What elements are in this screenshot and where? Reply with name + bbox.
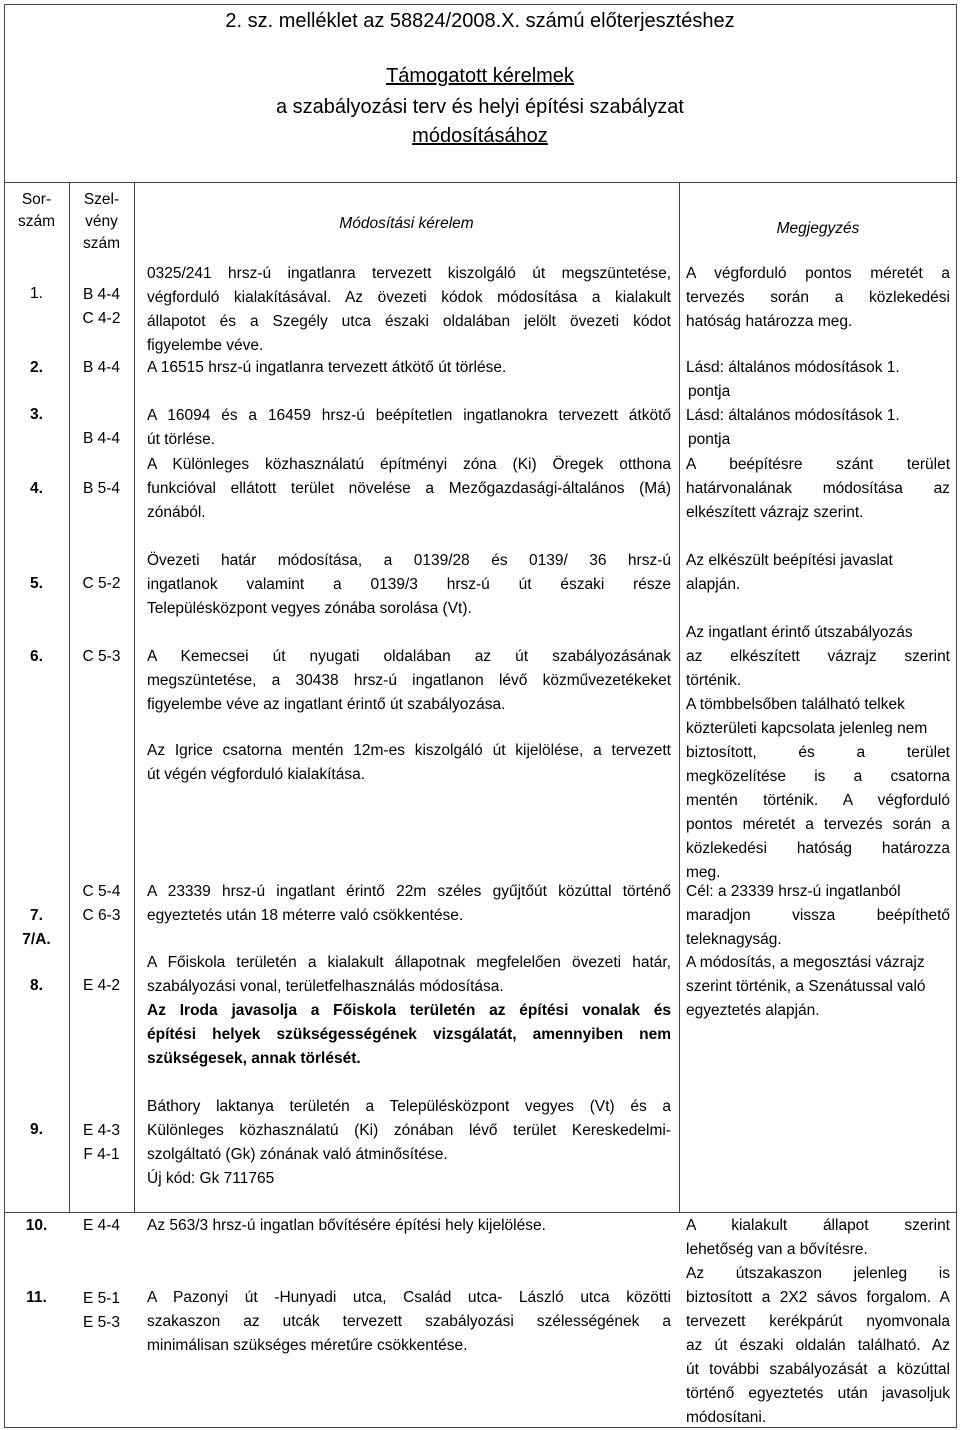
row-1-sheet: B 4-4 C 4-2 <box>82 286 121 327</box>
row-5-number: 5. <box>30 575 43 592</box>
row-10-request: Az 563/3 hrsz-ú ingatlan bővítésére építési hely kijelölése. <box>147 1217 546 1234</box>
row-5-note: Az elkészült beépítési javaslat alapján. <box>686 552 893 593</box>
row-2-request: A 16515 hrsz-ú ingatlanra tervezett átkötő út törlése. <box>147 359 507 376</box>
row-7-number: 7. 7/A. <box>22 907 51 948</box>
row-6-number: 6. <box>30 648 43 665</box>
row-4-request: A Különleges közhasználatú építményi zóna (Ki) Öregek otthona funkcióval ellátott terület növelése a Mezőgazdasági-általános (Má) zónából. <box>147 456 671 521</box>
row-5-sheet: C 5-2 <box>82 575 121 592</box>
row-4-note: A beépítésre szánt terület határvonalának módosítása az elkészített vázrajz szerint. <box>686 456 950 521</box>
row-8-note: A módosítás, a megosztási vázrajz szerint történik, a Szenátussal való egyeztetés alapján. <box>686 954 926 1019</box>
row-9-number: 9. <box>30 1121 43 1138</box>
row-5-request: Övezeti határ módosítása, a 0139/28 és 0139/ 36 hrsz-ú ingatlanok valamint a 0139/3 hrsz-ú út északi része Településközpont vegyes zónába sorolása (Vt). <box>147 552 671 617</box>
row-8-request: A Főiskola területén a kialakult állapotnak megfelelően övezeti határ, szabályozási vonal, területfelhasználás módosítása. <box>147 954 671 995</box>
row-1-note: A végforduló pontos méretét a tervezés során a közlekedési hatóság határozza meg. <box>686 265 950 330</box>
row-11-request: A Pazonyi út -Hunyadi utca, Család utca- László utca közötti szakaszon az utcák tervezett szabályozási szélességének a minimálisan szükséges méretűre csökkentése. <box>147 1289 671 1354</box>
row-6-note: Az ingatlant érintő útszabályozás az elkészített vázrajz szerint történik. A tömbbelsőben található telkek közterületi kapcsolata jelenleg nem biztosított, és a terület megközelítése is a csatorna mentén történik. A végforduló pontos méretét a tervezés során a közlekedési hatóság határozza meg. <box>686 624 950 881</box>
col-header-note: Megjegyzés <box>776 220 860 237</box>
row-6-request-b: Az Igrice csatorna mentén 12m-es kiszolgáló út kijelölése, a tervezett út végén végforduló kialakítása. <box>147 742 671 783</box>
row-10-number: 10. <box>25 1217 48 1234</box>
row-3-request: A 16094 és a 16459 hrsz-ú beépítetlen ingatlanokra tervezett átkötő út törlése. <box>147 407 671 448</box>
row-6-sheet: C 5-3 <box>82 648 121 665</box>
row-11-number: 11. <box>26 1289 47 1306</box>
row-7-request: A 23339 hrsz-ú ingatlant érintő 22m széles gyűjtőút közúttal történő egyeztetés után 18 méterre való csökkentése. <box>147 883 671 924</box>
row-9-sheet: E 4-3 F 4-1 <box>82 1122 121 1163</box>
column-divider-2 <box>134 182 135 1212</box>
annex-line: 2. sz. melléklet az 58824/2008.X. számú előterjesztéshez <box>225 10 735 32</box>
row-11-note: Az útszakaszon jelenleg is biztosított a 2X2 sávos forgalom. A tervezett kerékpárút nyomvonala az út északi oldalán található. Az út további szabályozását a közúttal történő egyeztetés után javasoljuk módosítani. <box>686 1265 950 1426</box>
row-11-sheet: E 5-1 E 5-3 <box>82 1290 121 1331</box>
doc-subtitle: a szabályozási terv és helyi építési szabályzat <box>276 96 684 118</box>
row-4-number: 4. <box>30 480 43 497</box>
row-2-sheet: B 4-4 <box>82 359 121 376</box>
column-divider-3 <box>679 182 680 1212</box>
row-10-sheet: E 4-4 <box>82 1217 121 1234</box>
doc-subtitle-2: módosításához <box>412 125 548 147</box>
row-3-note: Lásd: általános módosítások 1. pontja <box>686 407 900 448</box>
row-8-request-bold: Az Iroda javasolja a Főiskola területén az építési vonalak és építési helyek szükségességének vizsgálatát, amennyiben nem szükségesek, annak törlését. <box>147 1002 671 1067</box>
row-8-number: 8. <box>30 977 43 994</box>
col-header-szelveny: Szel- vény szám <box>82 191 121 252</box>
column-divider-1 <box>69 182 70 1212</box>
row-7-note: Cél: a 23339 hrsz-ú ingatlanból maradjon vissza beépíthető teleknagyság. <box>686 883 950 948</box>
col-header-sorszam: Sor- szám <box>17 191 56 230</box>
row-6-request: A Kemecsei út nyugati oldalában az út szabályozásának megszüntetése, a 30438 hrsz-ú ingatlanon lévő közművezetékeket figyelembe véve az ingatlant érintő út szabályozása. <box>147 648 671 713</box>
row-10-note: A kialakult állapot szerint lehetőség van a bővítésre. <box>686 1217 950 1258</box>
row-1-request: 0325/241 hrsz-ú ingatlanra tervezett kiszolgáló út megszüntetése, végforduló kialakításával. Az övezeti kódok módosítása a kialakult állapotot és a Szegély utca északi oldalában jelölt övezeti kódot figyelembe véve. <box>147 265 671 354</box>
row-7-sheet: C 5-4 C 6-3 <box>82 883 121 924</box>
header-divider <box>4 182 957 183</box>
row-divider-10 <box>4 1212 957 1213</box>
doc-title: Támogatott kérelmek <box>386 65 574 87</box>
row-3-sheet: B 4-4 <box>82 430 121 447</box>
row-4-sheet: B 5-4 <box>82 480 121 497</box>
row-1-number: 1. <box>30 285 43 302</box>
row-3-number: 3. <box>30 406 43 423</box>
col-header-request: Módosítási kérelem <box>339 215 474 232</box>
row-9-request: Báthory laktanya területén a Településközpont vegyes (Vt) és a Különleges közhasználatú (Ki) zónában lévő terület Kereskedelmi- szolgáltató (Gk) zónának való átminősítése. Új kód: Gk 711765 <box>147 1098 671 1187</box>
row-2-number: 2. <box>30 359 43 376</box>
row-2-note: Lásd: általános módosítások 1. pontja <box>686 359 900 400</box>
row-8-sheet: E 4-2 <box>82 977 121 994</box>
